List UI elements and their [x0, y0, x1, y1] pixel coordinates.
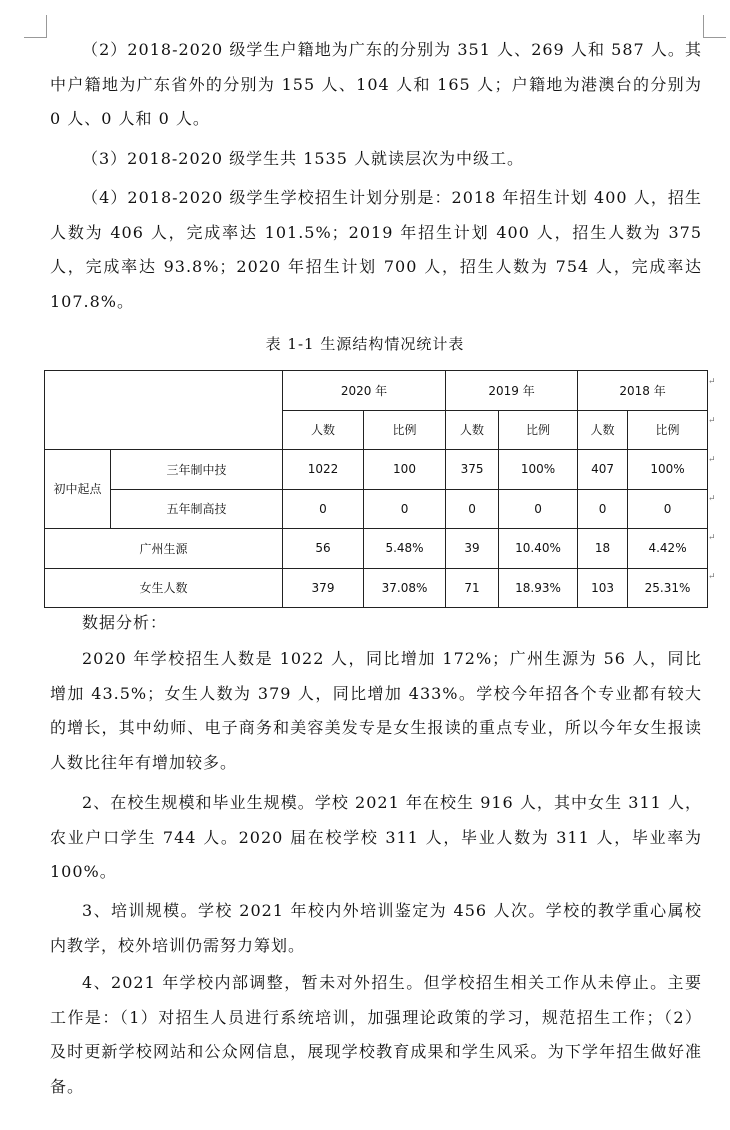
- paragraph-enrollment-plan: （4）2018-2020 级学生学校招生计划分别是：2018 年招生计划 400 人，招生人数为 406 人，完成率达 101.5%；2019 年招生计划 400 人，招生人数为 375 人，完成率达 93.8%；2020 年招生计划 700 人，招生人数为 754 人，完成率达 107.8%。: [50, 188, 702, 311]
- row-end-mark: ↵: [708, 533, 716, 543]
- table-cell: 103: [578, 568, 628, 608]
- table-row: [45, 489, 708, 529]
- subheader-count: 人数: [446, 410, 499, 450]
- table-cell: 18: [578, 529, 628, 569]
- table-cell: 0: [499, 489, 578, 529]
- table-cell: 0: [446, 489, 499, 529]
- paragraph-intermediate-level: （3）2018-2020 级学生共 1535 人就读层次为中级工。: [82, 149, 525, 168]
- year-header-2018: 2018 年: [578, 371, 708, 411]
- row-label: 三年制中技: [111, 450, 283, 490]
- row-label: 女生人数: [45, 568, 283, 608]
- paragraph-enrollment-analysis: 2020 年学校招生人数是 1022 人，同比增加 172%；广州生源为 56 人，同比增加 43.5%；女生人数为 379 人，同比增加 433%。学校今年招各个专业都有较大的增长，其中幼师、电子商务和美容美发专是女生报读的重点专业，所以今年女生报读人数比往年有增加较多。: [50, 649, 702, 772]
- table-cell: 100%: [499, 450, 578, 490]
- table-header-row: [45, 371, 708, 411]
- row-end-mark: ↵: [708, 416, 716, 426]
- table-cell: 100%: [628, 450, 708, 490]
- table-caption: 表 1-1 生源结构情况统计表: [265, 335, 465, 353]
- table-cell: 18.93%: [499, 568, 578, 608]
- paragraph-household-registration: （2）2018-2020 级学生户籍地为广东的分别为 351 人、269 人和 587 人。其中户籍地为广东省外的分别为 155 人、104 人和 165 人；户籍地为港澳台的分别为 0 人、0 人和 0 人。: [50, 40, 702, 128]
- row-end-mark: ↵: [708, 377, 716, 387]
- paragraph-recruitment-work: 4、2021 年学校内部调整，暂未对外招生。但学校招生相关工作从未停止。主要工作是：（1）对招生人员进行系统培训，加强理论政策的学习，规范招生工作；（2）及时更新学校网站和公众网信息，展现学校教育成果和学生风采。为下学年招生做好准备。: [50, 973, 702, 1096]
- table-cell: 39: [446, 529, 499, 569]
- row-end-mark: ↵: [708, 572, 716, 582]
- table-cell: 37.08%: [364, 568, 446, 608]
- table-cell: 379: [283, 568, 364, 608]
- table-cell: 71: [446, 568, 499, 608]
- year-header-2019: 2019 年: [446, 371, 578, 411]
- crop-mark-top-right: [703, 15, 726, 38]
- row-label: 广州生源: [45, 529, 283, 569]
- table-row: [45, 568, 708, 608]
- table-row: [45, 450, 708, 490]
- table-cell: 0: [283, 489, 364, 529]
- table-cell: 0: [628, 489, 708, 529]
- row-end-mark: ↵: [708, 494, 716, 504]
- subheader-count: 人数: [578, 410, 628, 450]
- row-end-mark: ↵: [708, 455, 716, 465]
- table-cell: 56: [283, 529, 364, 569]
- table-cell: 407: [578, 450, 628, 490]
- table-row: [45, 529, 708, 569]
- table-cell: 4.42%: [628, 529, 708, 569]
- table-cell: 0: [578, 489, 628, 529]
- student-source-table: [44, 370, 708, 608]
- subheader-ratio: 比例: [364, 410, 446, 450]
- table-cell: 100: [364, 450, 446, 490]
- table-cell: 5.48%: [364, 529, 446, 569]
- table-corner-cell: [45, 371, 283, 450]
- year-header-2020: 2020 年: [283, 371, 446, 411]
- subheader-count: 人数: [283, 410, 364, 450]
- table-cell: 375: [446, 450, 499, 490]
- table-cell: 0: [364, 489, 446, 529]
- table-cell: 25.31%: [628, 568, 708, 608]
- table-cell: 1022: [283, 450, 364, 490]
- analysis-title: 数据分析：: [82, 613, 168, 632]
- group-label-junior-start: 初中起点: [45, 450, 111, 529]
- paragraph-student-scale: 2、在校生规模和毕业生规模。学校 2021 年在校生 916 人，其中女生 311 人，农业户口学生 744 人。2020 届在校学校 311 人，毕业人数为 311 人，毕业率为 100%。: [50, 793, 702, 881]
- crop-mark-top-left: [24, 15, 47, 38]
- paragraph-training-scale: 3、培训规模。学校 2021 年校内外培训鉴定为 456 人次。学校的教学重心属校内教学，校外培训仍需努力筹划。: [50, 901, 702, 955]
- subheader-ratio: 比例: [628, 410, 708, 450]
- table-cell: 10.40%: [499, 529, 578, 569]
- subheader-ratio: 比例: [499, 410, 578, 450]
- row-label: 五年制高技: [111, 489, 283, 529]
